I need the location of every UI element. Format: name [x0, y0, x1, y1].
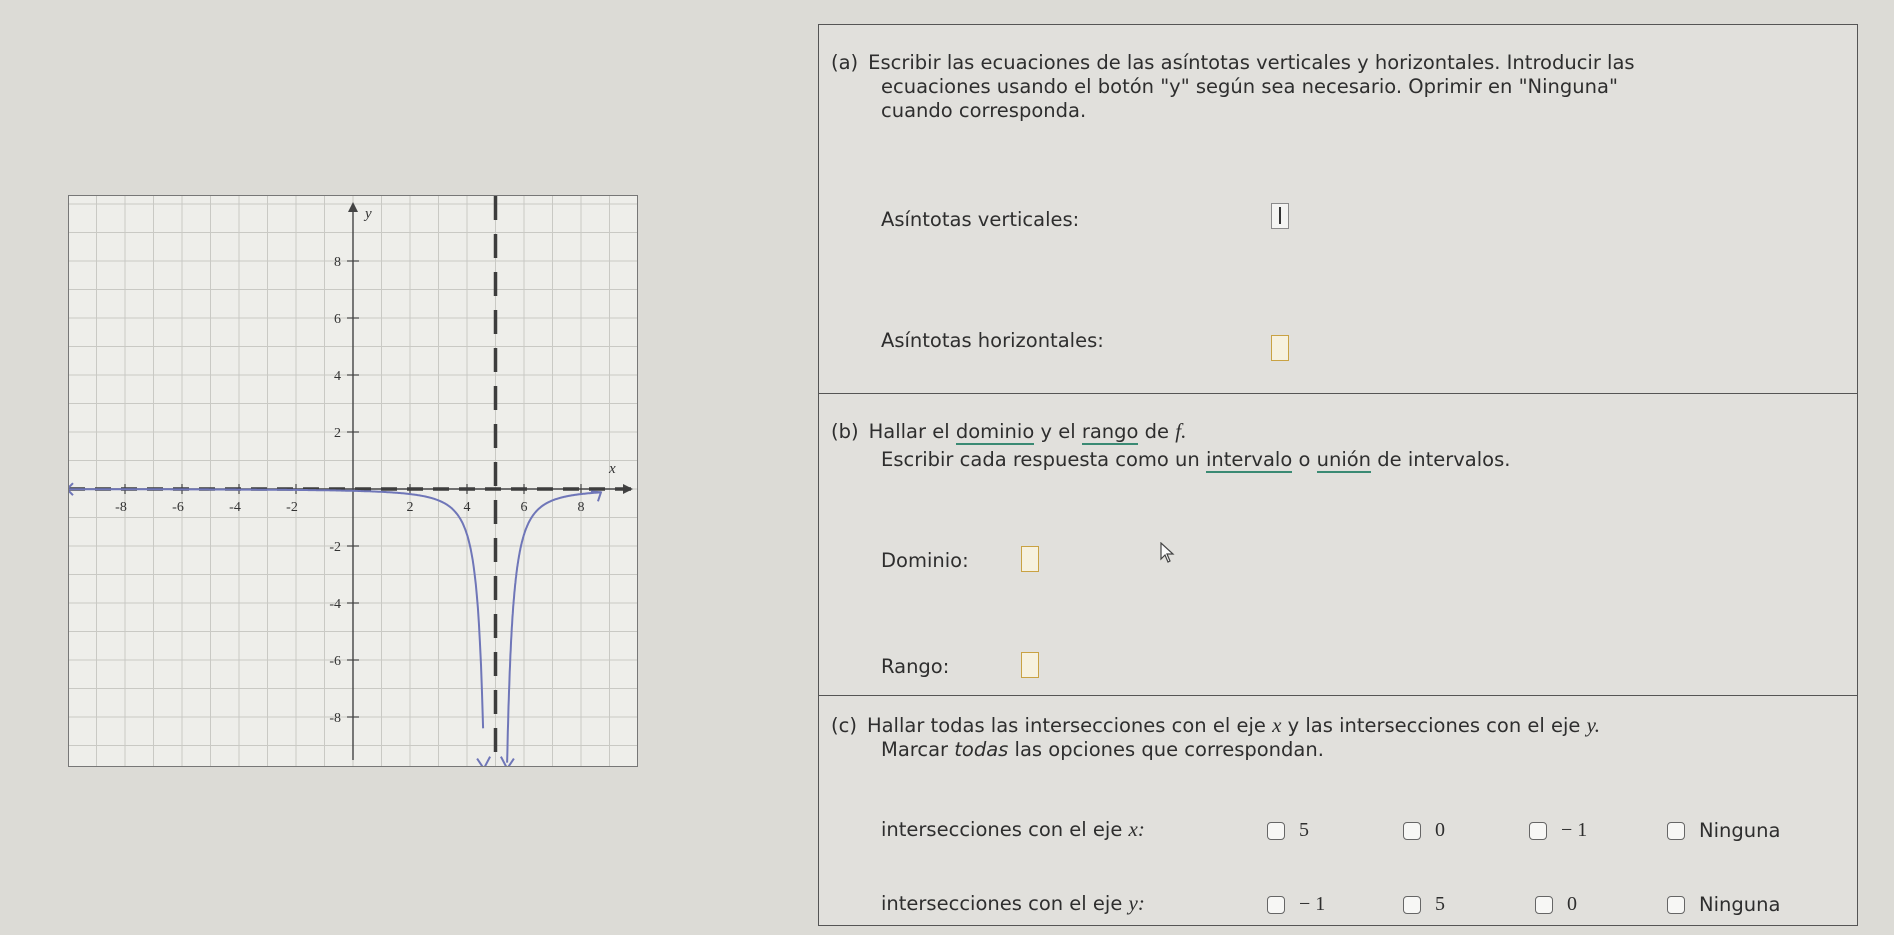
part-c-text: Hallar todas las intersecciones con el eje: [866, 714, 1266, 737]
x-intercept-option-neg-1[interactable]: [1529, 819, 1587, 842]
y-tick-label: -8: [329, 711, 341, 726]
y-tick-label: 4: [334, 369, 341, 384]
part-c-text: y las intersecciones con el eje: [1287, 714, 1581, 737]
domain-label: Dominio:: [881, 549, 969, 572]
option-label: 0: [1567, 893, 1577, 915]
x-tick-label: 4: [463, 500, 471, 515]
vertical-asymptotes-input[interactable]: [1271, 203, 1289, 229]
x-var: x:: [1128, 817, 1145, 841]
curve-left-branch: [69, 489, 483, 728]
x-intercepts-text: intersecciones con el eje: [881, 818, 1123, 841]
x-tick-label: -4: [229, 500, 241, 515]
part-c-text: Marcar: [881, 738, 949, 761]
part-a-section: [819, 25, 1857, 394]
checkbox[interactable]: [1667, 822, 1685, 840]
horizontal-asymptotes-input[interactable]: [1271, 335, 1289, 361]
x-tick-label: -2: [286, 500, 298, 515]
checkbox[interactable]: [1535, 896, 1553, 914]
part-b-text: o: [1298, 448, 1311, 471]
option-label: − 1: [1561, 819, 1588, 841]
curve-arrow-icon: [477, 757, 490, 766]
function-graph: [68, 195, 638, 767]
part-b-label: (b): [831, 420, 859, 443]
question-panel: [818, 24, 1858, 926]
interval-link[interactable]: intervalo: [1205, 448, 1293, 471]
x-intercept-option-none[interactable]: [1667, 819, 1780, 842]
domain-input[interactable]: [1021, 546, 1039, 572]
x-symbol: x: [1272, 713, 1282, 737]
option-label: Ninguna: [1699, 819, 1781, 842]
option-label: 5: [1299, 819, 1309, 841]
x-tick-label: 2: [406, 500, 414, 515]
part-a-line-1: Escribir las ecuaciones de las asíntotas verticales y horizontales. Introducir las: [868, 51, 1635, 74]
option-label: − 1: [1299, 893, 1326, 915]
y-intercept-option-5[interactable]: [1403, 893, 1445, 916]
part-b-text: de: [1144, 420, 1170, 443]
x-tick-label: 8: [577, 500, 585, 515]
domain-link[interactable]: dominio: [955, 420, 1035, 443]
part-a-instructions: [831, 51, 1635, 123]
range-label: Rango:: [881, 655, 950, 678]
option-label: 0: [1435, 819, 1445, 841]
union-link[interactable]: unión: [1316, 448, 1372, 471]
y-tick-label: 2: [334, 426, 341, 441]
y-tick-label: -4: [329, 597, 341, 612]
part-b-text: y el: [1040, 420, 1076, 443]
part-c-section: [819, 695, 1857, 935]
part-a-line-2: ecuaciones usando el botón "y" según sea necesario. Oprimir en "Ninguna": [881, 75, 1618, 98]
part-a-line-3: cuando corresponda.: [881, 99, 1087, 122]
y-tick-label: -6: [329, 654, 341, 669]
y-intercept-option-neg-1[interactable]: [1267, 893, 1325, 916]
x-tick-label: -8: [115, 500, 127, 515]
y-tick-label: -2: [329, 540, 341, 555]
y-symbol: y.: [1586, 713, 1601, 737]
y-intercepts-text: intersecciones con el eje: [881, 892, 1123, 915]
part-b-text: de intervalos.: [1377, 448, 1511, 471]
vertical-asymptotes-label: Asíntotas verticales:: [881, 208, 1080, 231]
y-intercept-option-0[interactable]: [1535, 893, 1577, 916]
checkbox[interactable]: [1529, 822, 1547, 840]
x-tick-label: 6: [520, 500, 528, 515]
y-tick-label: 6: [334, 312, 341, 327]
checkbox[interactable]: [1267, 822, 1285, 840]
y-tick-label: 8: [334, 255, 341, 270]
curve-right-branch: [507, 492, 601, 762]
part-c-emphasis: todas: [954, 738, 1009, 761]
y-var: y:: [1128, 891, 1145, 915]
x-axis-label: x: [609, 461, 616, 477]
part-b-section: [819, 393, 1857, 696]
x-intercept-option-0[interactable]: [1403, 819, 1445, 842]
y-axis-label: y: [365, 206, 372, 222]
checkbox[interactable]: [1267, 896, 1285, 914]
checkbox[interactable]: [1403, 822, 1421, 840]
y-intercepts-label: [881, 891, 1145, 916]
part-c-text: las opciones que correspondan.: [1014, 738, 1324, 761]
range-input[interactable]: [1021, 652, 1039, 678]
part-a-label: (a): [831, 51, 859, 74]
checkbox[interactable]: [1667, 896, 1685, 914]
x-intercept-option-5[interactable]: [1267, 819, 1309, 842]
x-tick-label: -6: [172, 500, 184, 515]
horizontal-asymptotes-label: Asíntotas horizontales:: [881, 329, 1104, 352]
checkbox[interactable]: [1403, 896, 1421, 914]
graph-canvas: [69, 196, 637, 766]
option-label: Ninguna: [1699, 893, 1781, 916]
function-symbol: f.: [1175, 419, 1187, 443]
option-label: 5: [1435, 893, 1445, 915]
x-intercepts-label: [881, 817, 1145, 842]
part-c-instructions: [831, 713, 1600, 762]
part-b-instructions: [831, 419, 1510, 472]
part-b-text: Hallar el: [868, 420, 950, 443]
mouse-pointer-icon: [1160, 542, 1178, 566]
y-intercept-option-none[interactable]: [1667, 893, 1780, 916]
part-b-text: Escribir cada respuesta como un: [881, 448, 1200, 471]
range-link[interactable]: rango: [1081, 420, 1139, 443]
part-c-label: (c): [831, 714, 857, 737]
